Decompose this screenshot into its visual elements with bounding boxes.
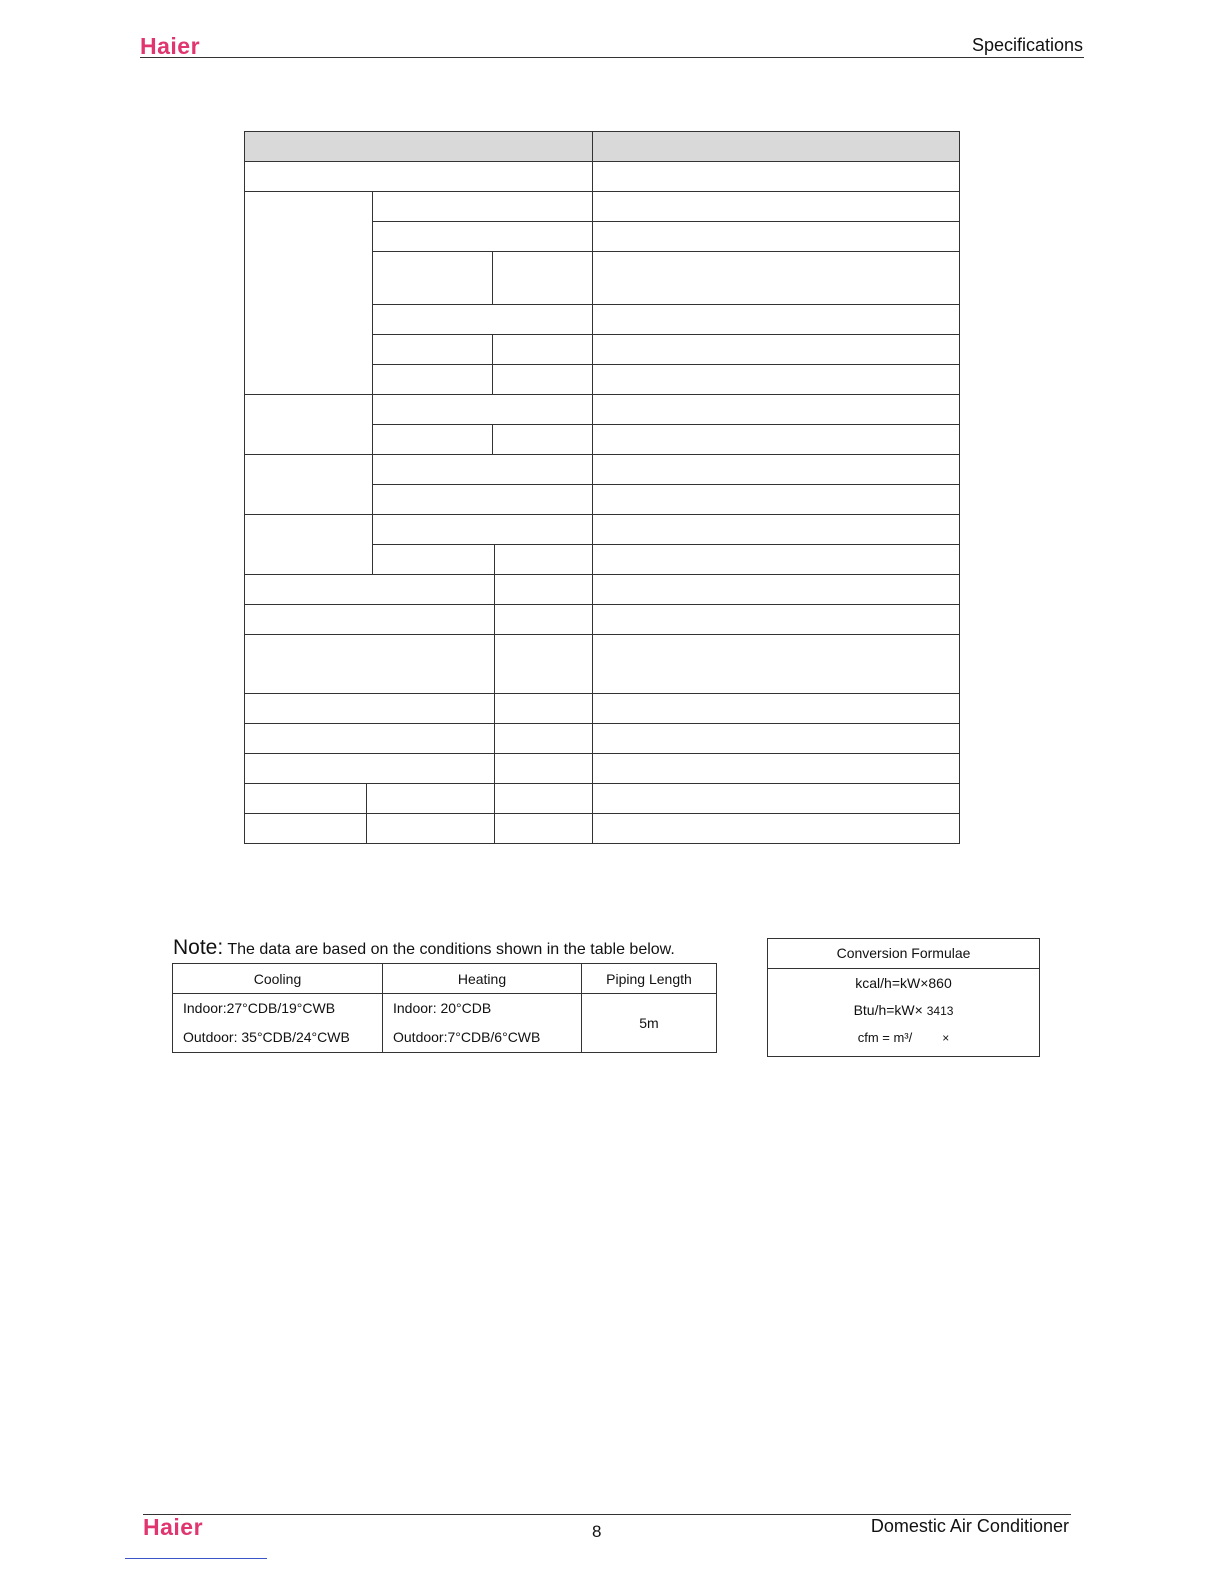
footer-doc-title: Domestic Air Conditioner: [870, 1516, 1069, 1536]
spec-cell: [593, 222, 960, 252]
conditions-header-cooling: Cooling: [173, 964, 383, 994]
spec-cell: [373, 305, 593, 335]
spec-cell: [493, 335, 593, 365]
conditions-table: [172, 963, 717, 1053]
spec-cell: [493, 365, 593, 395]
spec-row: [245, 192, 960, 222]
spec-cell: [373, 335, 493, 365]
spec-row: [245, 784, 960, 814]
spec-cell: [593, 395, 960, 425]
conditions-header-heating: Heating: [383, 964, 582, 994]
spec-header-row: [245, 132, 960, 162]
note-label: Note:: [173, 936, 224, 959]
spec-cell: [373, 192, 593, 222]
conditions-heating-cell: [383, 994, 582, 1053]
spec-cell: [593, 252, 960, 305]
spec-row: [245, 754, 960, 784]
spec-cell: [373, 222, 593, 252]
conditions-header-row: [173, 964, 717, 994]
conditions-header-piping: Piping Length: [582, 964, 717, 994]
conversion-box: [767, 938, 1040, 1057]
spec-row: [245, 162, 960, 192]
header-rule: [140, 57, 1084, 58]
spec-cell: [593, 515, 960, 545]
conditions-row: [173, 994, 717, 1053]
spec-row: [245, 694, 960, 724]
spec-cell: [593, 575, 960, 605]
spec-cell: [245, 162, 593, 192]
spec-cell: [495, 575, 593, 605]
spec-cell: [495, 754, 593, 784]
conversion-btu-value: 3413: [926, 1004, 954, 1018]
spec-cell: [495, 545, 593, 575]
spec-cell: [593, 605, 960, 635]
spec-cell: [593, 162, 960, 192]
spec-row: [245, 724, 960, 754]
conversion-kcal: kcal/h=kW×860: [855, 975, 952, 991]
conversion-cfm-prefix: cfm = m³/: [857, 1030, 913, 1045]
spec-cell: [593, 425, 960, 455]
spec-cell: [593, 192, 960, 222]
spec-cell: [373, 455, 593, 485]
spec-group-cell: [245, 395, 373, 455]
spec-cell: [373, 485, 593, 515]
conversion-btu-prefix: Btu/h=kW×: [853, 1002, 923, 1018]
spec-cell: [593, 335, 960, 365]
spec-cell: [495, 694, 593, 724]
heating-indoor: Indoor: 20°CDB: [393, 1000, 492, 1016]
spec-row: [245, 814, 960, 844]
spec-cell: [245, 754, 495, 784]
spec-header-cell: [245, 132, 593, 162]
spec-row: [245, 515, 960, 545]
spec-cell: [593, 784, 960, 814]
spec-cell: [245, 724, 495, 754]
spec-cell: [373, 515, 593, 545]
spec-group-cell: [245, 455, 373, 515]
spec-cell: [373, 252, 493, 305]
spec-group-cell: [245, 515, 373, 575]
piping-length-value: 5m: [582, 994, 717, 1053]
spec-cell: [593, 814, 960, 844]
note-text: The data are based on the conditions shown in the table below.: [223, 941, 675, 958]
spec-cell: [495, 724, 593, 754]
spec-cell: [493, 252, 593, 305]
spec-cell: [493, 425, 593, 455]
link-underline: [125, 1558, 267, 1559]
spec-cell: [593, 365, 960, 395]
spec-cell: [593, 635, 960, 694]
spec-cell: [495, 814, 593, 844]
spec-cell: [245, 575, 495, 605]
conversion-cfm-symbol: ×: [942, 1031, 950, 1045]
heating-outdoor: Outdoor:7°CDB/6°CWB: [393, 1029, 541, 1045]
spec-row: [245, 605, 960, 635]
spec-table: [244, 131, 959, 844]
spec-cell: [593, 724, 960, 754]
spec-cell: [593, 305, 960, 335]
spec-group-cell: [245, 192, 373, 395]
spec-cell: [245, 605, 495, 635]
cooling-outdoor: Outdoor: 35°CDB/24°CWB: [183, 1029, 350, 1045]
conditions-cooling-cell: [173, 994, 383, 1053]
spec-cell: [495, 784, 593, 814]
spec-cell: [367, 814, 495, 844]
spec-row: [245, 575, 960, 605]
spec-cell: [593, 485, 960, 515]
spec-cell: [245, 814, 367, 844]
spec-cell: [245, 694, 495, 724]
spec-cell: [593, 754, 960, 784]
spec-header-cell: [593, 132, 960, 162]
spec-row: [245, 395, 960, 425]
spec-cell: [593, 545, 960, 575]
spec-cell: [245, 635, 495, 694]
spec-cell: [495, 605, 593, 635]
spec-cell: [495, 635, 593, 694]
conversion-title: Conversion Formulae: [768, 939, 1039, 969]
footer-rule: [143, 1514, 1071, 1515]
spec-cell: [367, 784, 495, 814]
spec-cell: [373, 545, 495, 575]
spec-cell: [593, 694, 960, 724]
spec-cell: [373, 395, 593, 425]
spec-cell: [245, 784, 367, 814]
spec-row: [245, 635, 960, 694]
spec-cell: [373, 365, 493, 395]
cooling-indoor: Indoor:27°CDB/19°CWB: [183, 1000, 336, 1016]
page-section-title: Specifications: [971, 35, 1083, 55]
footer-logo: Haier: [143, 1514, 204, 1540]
header-logo: Haier: [140, 33, 201, 59]
spec-row: [245, 455, 960, 485]
spec-cell: [373, 425, 493, 455]
conversion-btu: [768, 997, 1039, 1024]
page-number: 8: [592, 1522, 602, 1541]
note-line: [173, 936, 675, 960]
spec-cell: [593, 455, 960, 485]
conversion-cfm: [768, 1024, 1039, 1051]
